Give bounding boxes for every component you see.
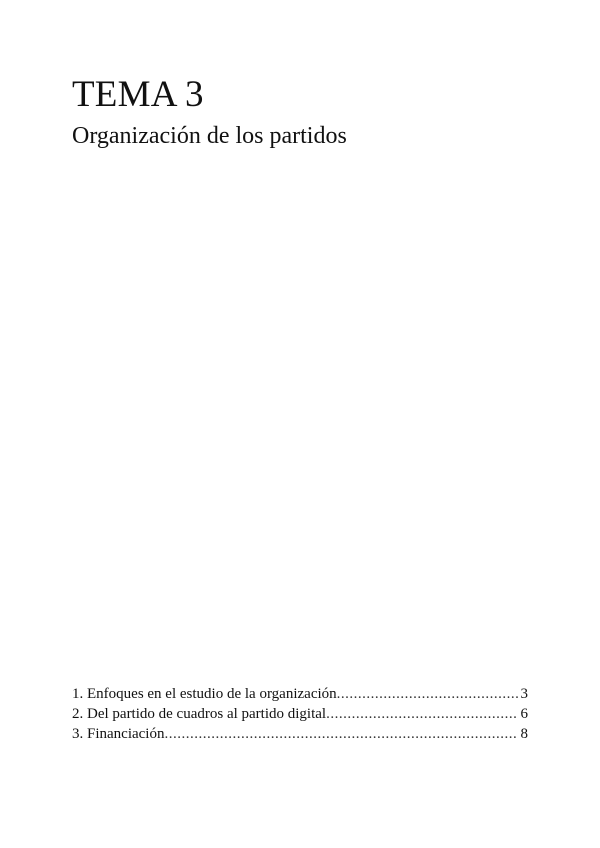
- toc-page-number: 8: [520, 726, 528, 742]
- toc-dot-leader: [337, 684, 518, 704]
- toc-entry-2[interactable]: [72, 704, 528, 724]
- toc-entry-label: 1. Enfoques en el estudio de la organización: [72, 686, 337, 702]
- toc-entry-1[interactable]: [72, 684, 528, 704]
- toc-page-number: 3: [520, 686, 528, 702]
- chapter-subtitle: Organización de los partidos: [72, 123, 347, 149]
- toc-entry-3[interactable]: [72, 724, 528, 744]
- toc-page-number: 6: [520, 706, 528, 722]
- toc-entry-label: 3. Financiación: [72, 726, 165, 742]
- table-of-contents: [72, 684, 528, 744]
- toc-dot-leader: [164, 724, 517, 744]
- toc-entry-label: 2. Del partido de cuadros al partido digital: [72, 706, 327, 722]
- toc-dot-leader: [326, 704, 517, 724]
- chapter-title: TEMA 3: [72, 74, 204, 115]
